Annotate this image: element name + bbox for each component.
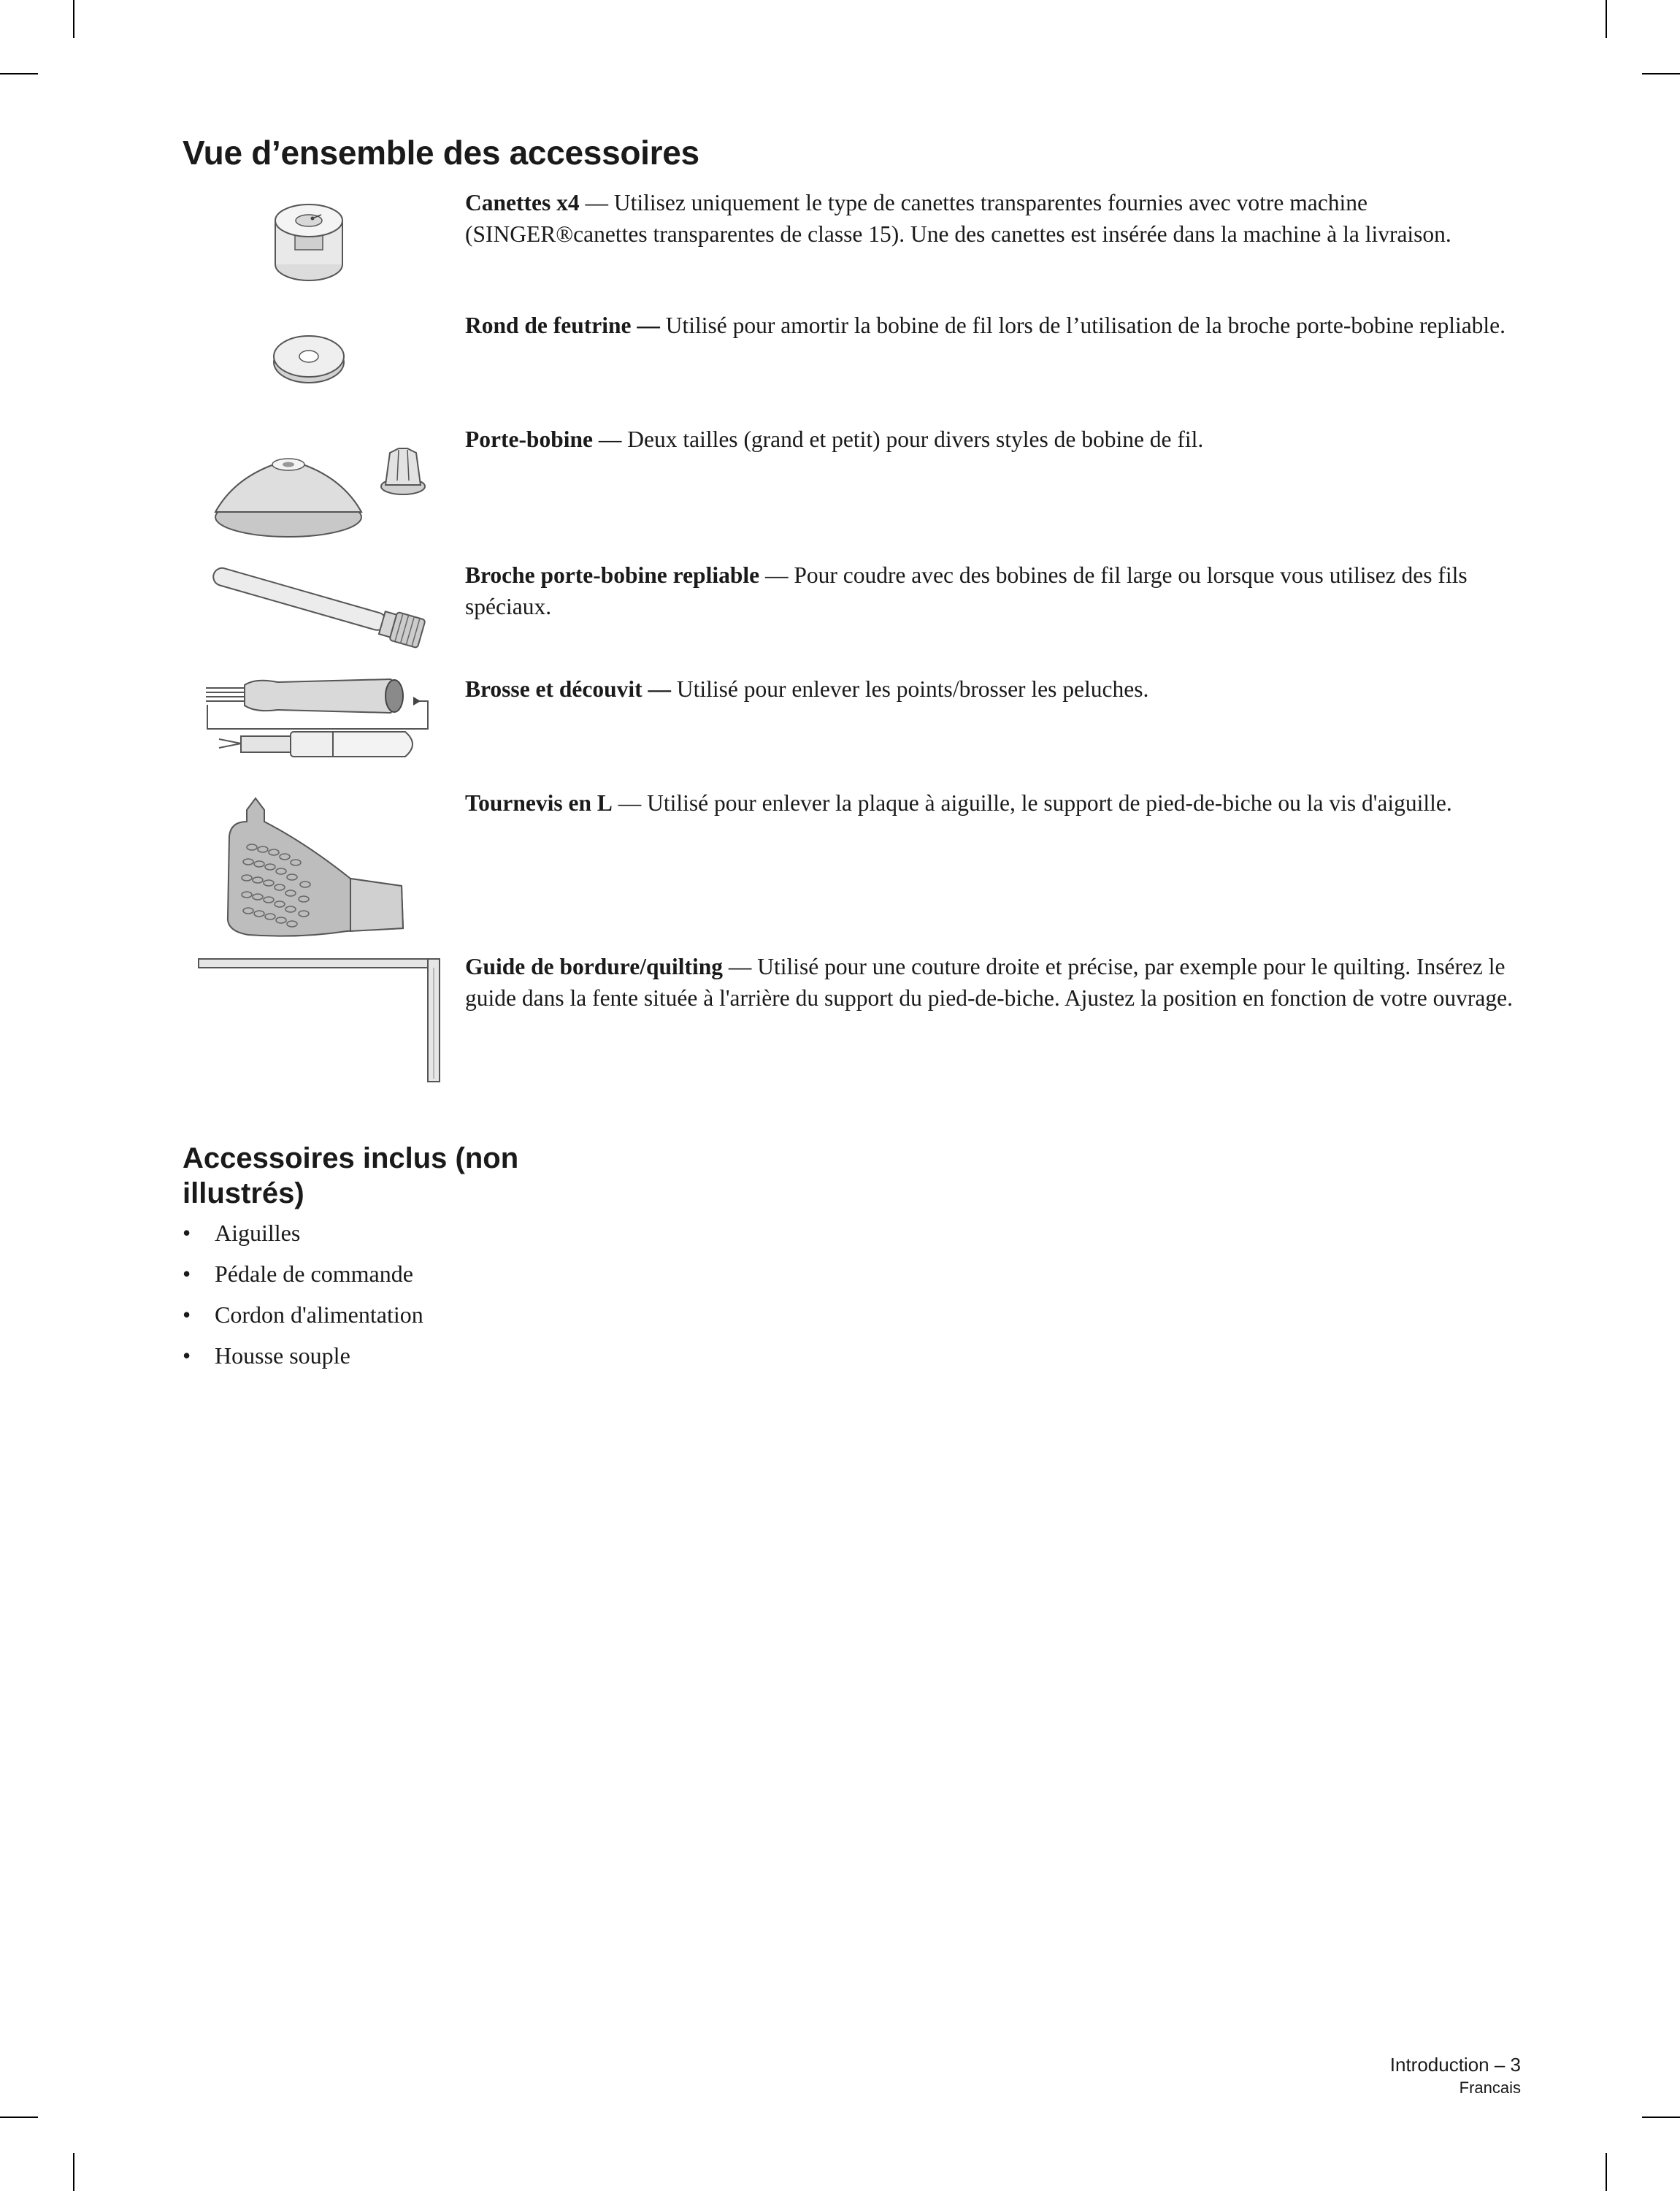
brush-seam-ripper-icon [197, 672, 438, 774]
accessory-text: Deux tailles (grand et petit) pour divers styles de bobine de fil. [627, 427, 1204, 452]
crop-mark [73, 2153, 74, 2191]
spool-pin-icon [201, 559, 442, 661]
crop-mark [1606, 0, 1607, 38]
crop-mark [0, 73, 38, 74]
list-item: • Aiguilles [183, 1212, 423, 1253]
accessory-description-spool-cap [465, 424, 1531, 455]
l-screwdriver-icon [219, 792, 416, 938]
page-number: Introduction – 3 [1389, 2054, 1521, 2076]
separator: — [612, 790, 648, 816]
separator: — [759, 562, 794, 588]
separator [671, 676, 677, 702]
separator: — [579, 190, 614, 215]
accessory-description-felt-pad [465, 310, 1531, 341]
page-title: Vue d’ensemble des accessoires [183, 134, 699, 172]
accessory-description-bobbins [465, 187, 1531, 250]
list-item: • Housse souple [183, 1335, 423, 1376]
accessory-name: Rond de feutrine — [465, 313, 660, 338]
separator: — [723, 954, 758, 979]
separator [660, 313, 666, 338]
accessory-description-spool-pin [465, 559, 1531, 622]
spool-cap-icon [204, 435, 445, 545]
accessory-name: Broche porte-bobine repliable [465, 562, 760, 588]
accessory-text: Utilisé pour enlever les points/brosser les peluches. [676, 676, 1149, 702]
list-item: • Pédale de commande [183, 1253, 423, 1294]
included-accessories-title: Accessoires inclus (non illustrés) [183, 1142, 519, 1209]
accessory-text: Pour coudre avec des bobines de fil large ou lorsque vous utilisez des fils spéciaux. [465, 562, 1468, 619]
accessory-name: Guide de bordure/quilting [465, 954, 724, 979]
accessory-text: Utilisé pour amortir la bobine de fil lors de l’utilisation de la broche porte-bobine repliable. [665, 313, 1506, 338]
felt-pad-icon [269, 321, 349, 394]
separator: — [592, 427, 628, 452]
accessory-name: Porte-bobine [465, 427, 593, 452]
crop-mark [1642, 73, 1680, 74]
accessory-description-screwdriver [465, 787, 1531, 819]
bobbin-icon [269, 191, 349, 294]
crop-mark [73, 0, 74, 38]
crop-mark [1642, 2117, 1680, 2118]
edge-quilting-guide-icon [197, 953, 445, 1088]
accessory-name: Brosse et découvit — [465, 676, 672, 702]
language-label: Francais [1459, 2079, 1521, 2097]
accessory-text: Utilisez uniquement le type de canettes transparentes fournies avec votre machine (SINGER®canettes transparentes de classe 15). Une des canettes est insérée dans la machine à la livraison. [465, 190, 1451, 247]
page-footer [1390, 2052, 1521, 2099]
accessory-name: Canettes x4 [465, 190, 580, 215]
crop-mark [0, 2117, 38, 2118]
list-item: • Cordon d'alimentation [183, 1294, 423, 1335]
accessory-name: Tournevis en L [465, 790, 613, 816]
accessory-description-brush [465, 673, 1531, 705]
crop-mark [1606, 2153, 1607, 2191]
accessory-text: Utilisé pour une couture droite et précise, par exemple pour le quilting. Insérez le guide dans la fente située à l'arrière du support du pied-de-biche. Ajustez la position en fonction de votre ouvrage. [465, 954, 1513, 1011]
accessory-description-quilting-guide [465, 951, 1531, 1014]
included-accessories-list [183, 1212, 423, 1376]
accessory-text: Utilisé pour enlever la plaque à aiguille, le support de pied-de-biche ou la vis d'aiguille. [647, 790, 1452, 816]
